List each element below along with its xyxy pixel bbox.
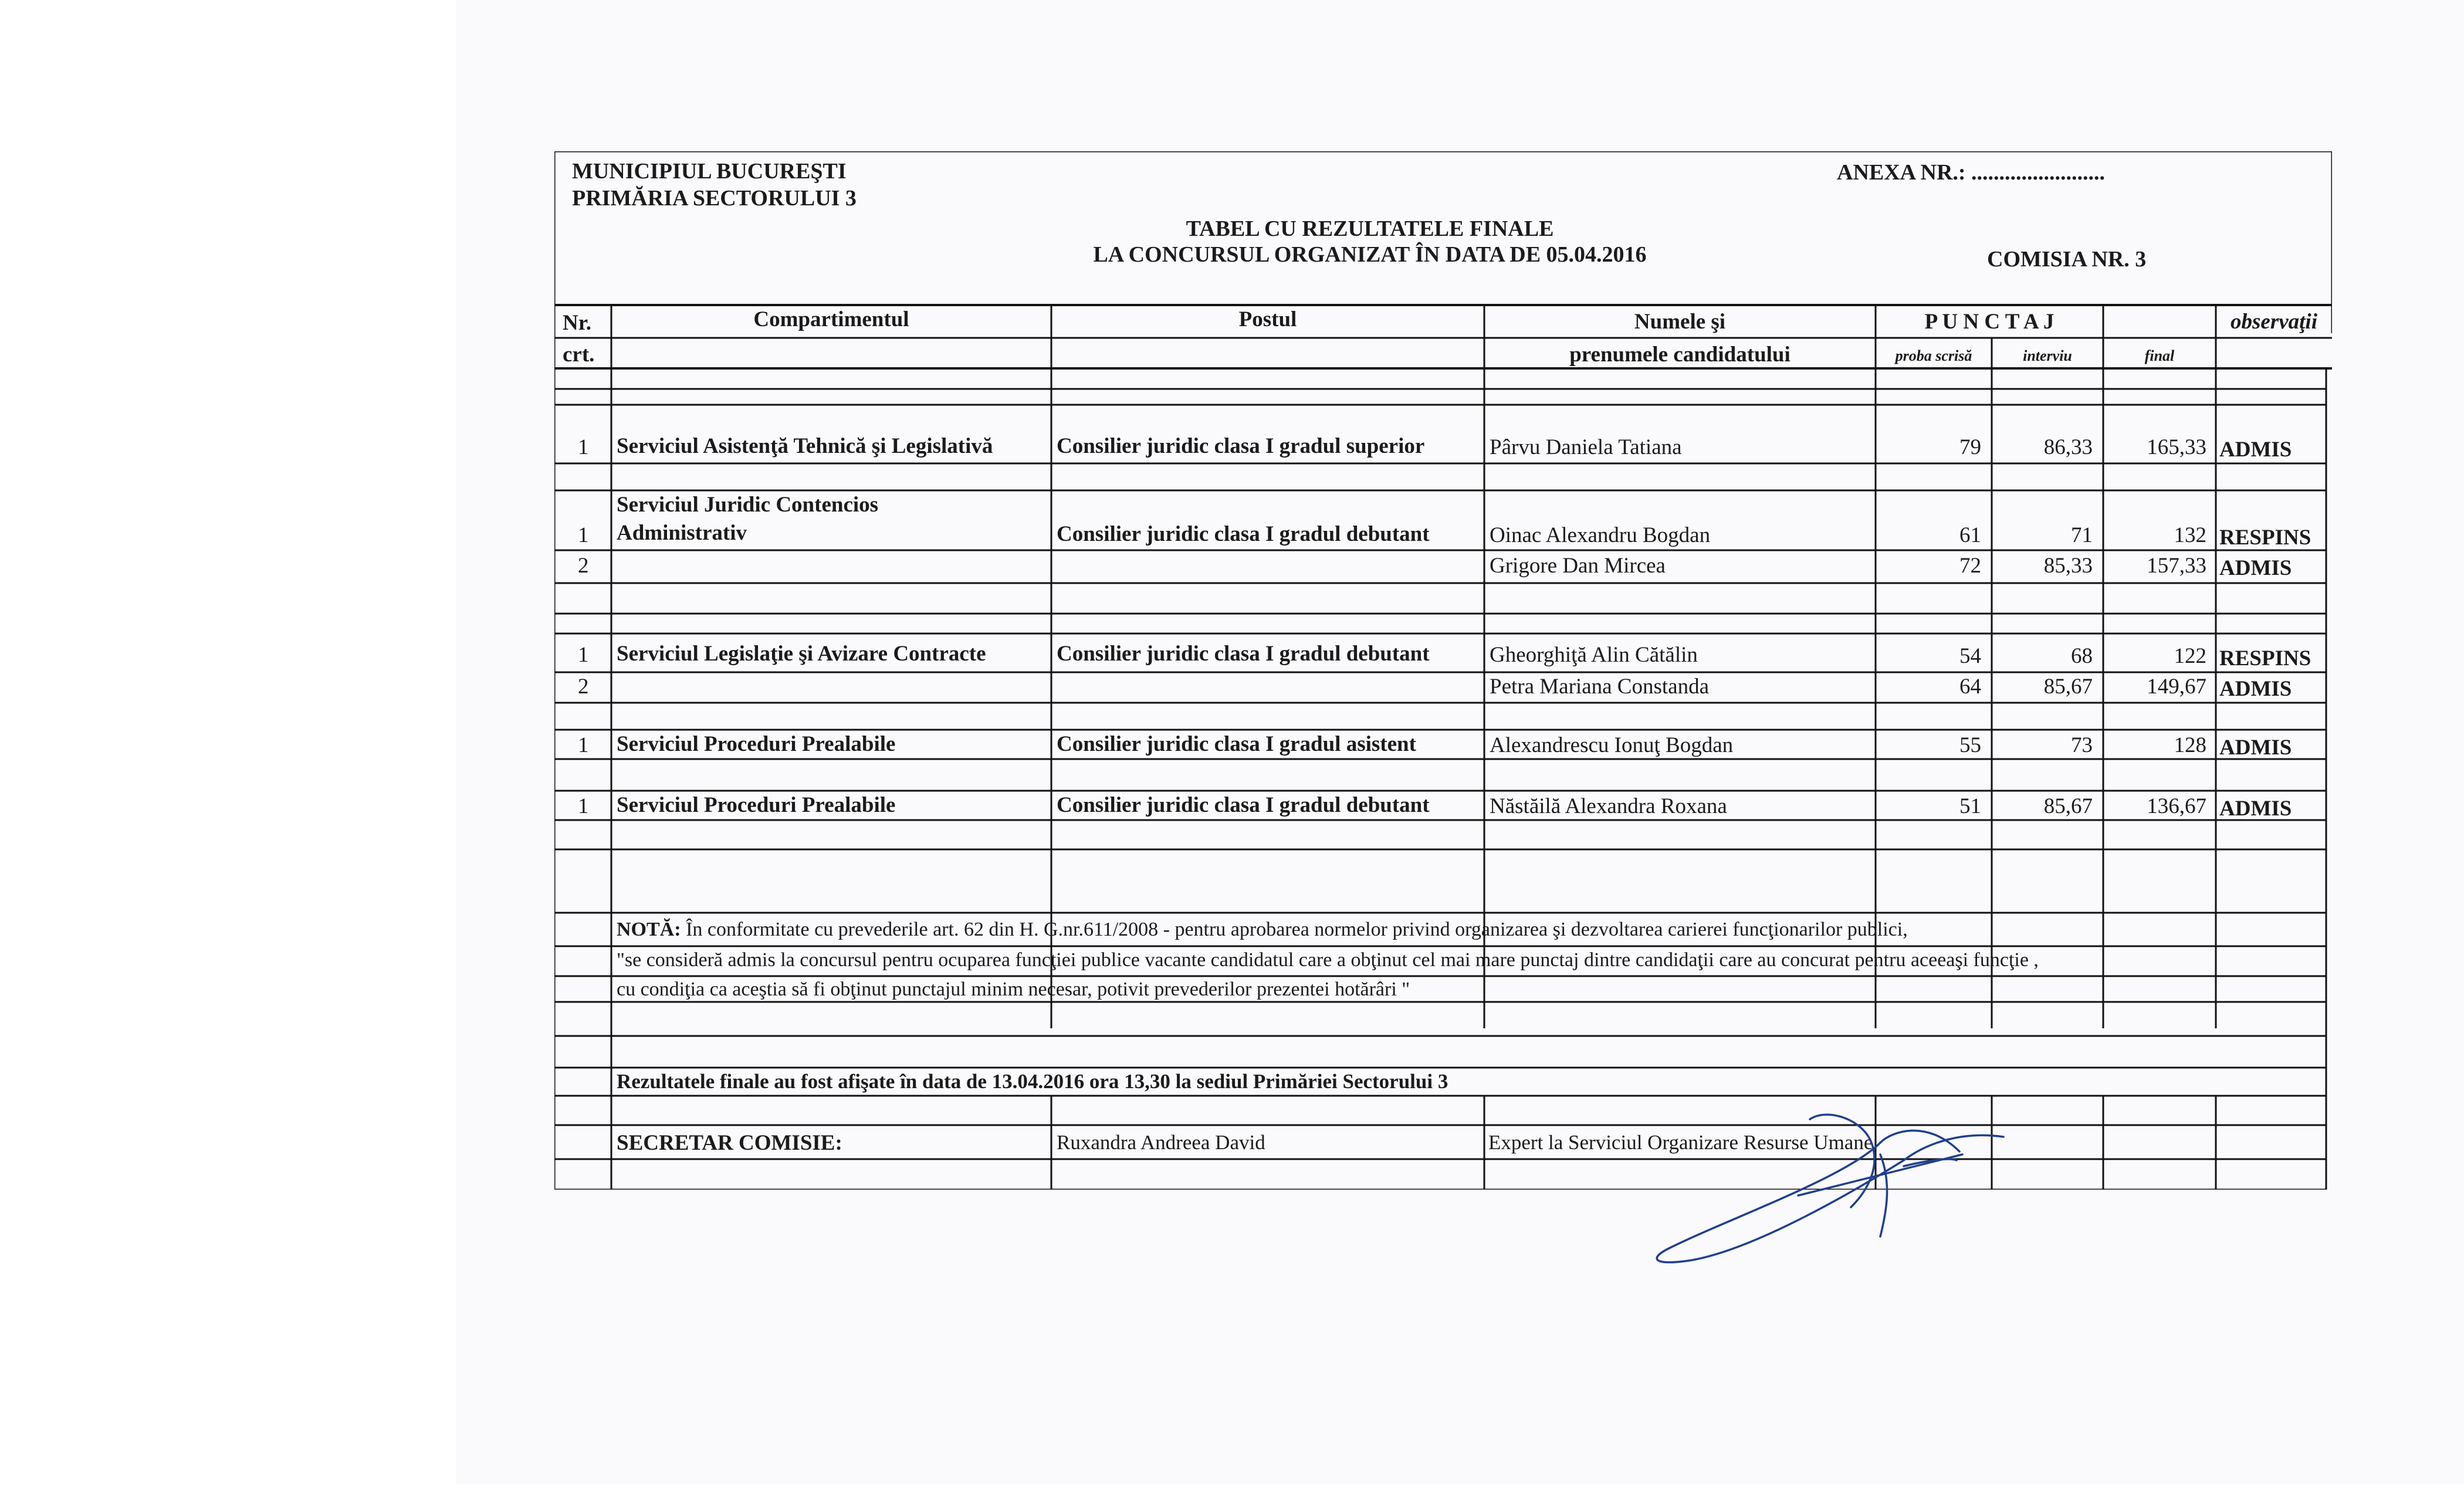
score-written: 79 [1959, 435, 1981, 459]
score-interview: 85,33 [2043, 554, 2093, 578]
department-name: Serviciul Proceduri Prealabile [617, 732, 896, 756]
score-written: 72 [1959, 554, 1981, 578]
position-name: Consilier juridic clasa I gradul debutant [1057, 793, 1430, 817]
institution-line-1: MUNICIPIUL BUCUREŞTI [572, 159, 847, 184]
commission-number: COMISIA NR. 3 [1987, 247, 2147, 272]
score-written: 61 [1959, 523, 1981, 547]
col-final: final [2144, 347, 2175, 364]
col-department: Compartimentul [753, 307, 909, 331]
score-final: 122 [2174, 644, 2206, 668]
position-name: Consilier juridic clasa I gradul debutant [1057, 642, 1430, 666]
secretary-name: Ruxandra Andreea David [1057, 1131, 1265, 1154]
note-label: NOTĂ: [617, 919, 681, 940]
row-nr: 2 [578, 675, 589, 699]
department-name: Serviciul Juridic Contencios [617, 493, 879, 517]
score-final: 157,33 [2147, 554, 2206, 578]
candidate-name: Grigore Dan Mircea [1490, 554, 1666, 578]
score-interview: 73 [2071, 733, 2093, 757]
result-status: ADMIS [2219, 797, 2292, 821]
result-status: ADMIS [2219, 736, 2292, 760]
department-name-cont: Administrativ [617, 521, 747, 545]
col-remarks: observaţii [2231, 310, 2317, 334]
col-interview: interviu [2023, 347, 2072, 364]
score-interview: 71 [2071, 523, 2093, 547]
row-nr: 1 [578, 523, 589, 547]
score-interview: 86,33 [2043, 435, 2093, 459]
row-nr: 1 [578, 794, 589, 818]
score-written: 54 [1959, 644, 1981, 668]
department-name: Serviciul Asistenţă Tehnică şi Legislativă [617, 434, 993, 458]
note-line-1-text: În conformitate cu prevederile art. 62 din H. G.nr.611/2008 - pentru aprobarea normelor privind organizarea şi dezvoltarea carierei funcţionarilor publici, [686, 919, 1908, 940]
result-status: RESPINS [2219, 646, 2311, 670]
candidate-name: Petra Mariana Constanda [1490, 675, 1709, 699]
result-status: ADMIS [2219, 438, 2292, 462]
col-score-group: P U N C T A J [1924, 310, 2055, 334]
col-nr-top: Nr. [563, 311, 591, 335]
row-nr: 1 [578, 435, 589, 459]
score-final: 165,33 [2147, 435, 2206, 459]
legal-note-line-2: "se consideră admis la concursul pentru ocuparea funcţiei publice vacante candidatul care a obţinut cel mai mare punctaj dintre candidaţii care au concurat pentru aceeaşi funcţie , [617, 949, 2039, 971]
department-name: Serviciul Proceduri Prealabile [617, 793, 896, 817]
score-written: 51 [1959, 794, 1981, 818]
score-final: 149,67 [2147, 675, 2206, 699]
col-position: Postul [1238, 307, 1297, 331]
row-nr: 1 [578, 643, 589, 667]
position-name: Consilier juridic clasa I gradul debutant [1057, 522, 1430, 546]
col-name-top: Numele şi [1634, 310, 1726, 334]
handwritten-signature [1552, 1096, 2080, 1272]
score-final: 132 [2174, 523, 2206, 547]
candidate-name: Năstăilă Alexandra Roxana [1490, 794, 1727, 818]
annex-number: ANEXA NR.: ........................ [1837, 160, 2106, 185]
candidate-name: Oinac Alexandru Bogdan [1490, 523, 1711, 547]
result-status: ADMIS [2219, 677, 2292, 701]
score-written: 64 [1959, 675, 1981, 699]
institution-line-2: PRIMĂRIA SECTORULUI 3 [572, 186, 857, 211]
score-interview: 85,67 [2043, 794, 2093, 818]
legal-note-line-1 [617, 920, 1908, 940]
position-name: Consilier juridic clasa I gradul asistent [1057, 732, 1416, 756]
document-title-line-2: LA CONCURSUL ORGANIZAT ÎN DATA DE 05.04.2016 [1093, 242, 1647, 267]
result-status: ADMIS [2219, 556, 2292, 580]
col-nr-bottom: crt. [563, 343, 595, 367]
candidate-name: Pârvu Daniela Tatiana [1490, 435, 1682, 459]
department-name: Serviciul Legislaţie şi Avizare Contracte [617, 642, 986, 666]
col-written: proba scrisă [1895, 347, 1972, 364]
secretary-label: SECRETAR COMISIE: [617, 1131, 842, 1155]
secretary-role: Expert la Serviciul Organizare Resurse Umane [1488, 1131, 1873, 1154]
row-nr: 1 [578, 733, 589, 757]
candidate-name: Gheorghiţă Alin Cătălin [1490, 643, 1698, 667]
score-interview: 68 [2071, 644, 2093, 668]
result-status: RESPINS [2219, 526, 2311, 550]
legal-note-line-3: cu condiţia ca aceştia să fi obţinut punctajul minim necesar, potivit prevederilor prezentei hotărâri " [617, 978, 1410, 1000]
score-interview: 85,67 [2043, 675, 2093, 699]
score-written: 55 [1959, 733, 1981, 757]
col-name-bottom: prenumele candidatului [1569, 343, 1791, 367]
score-final: 128 [2174, 733, 2206, 757]
posting-info: Rezultatele finale au fost afişate în data de 13.04.2016 ora 13,30 la sediul Primăriei Sectorului 3 [617, 1070, 1448, 1093]
row-nr: 2 [578, 554, 589, 578]
document-title-line-1: TABEL CU REZULTATELE FINALE [1186, 216, 1554, 241]
score-final: 136,67 [2147, 794, 2206, 818]
candidate-name: Alexandrescu Ionuţ Bogdan [1490, 733, 1734, 757]
results-document [554, 151, 2332, 1190]
position-name: Consilier juridic clasa I gradul superior [1057, 434, 1425, 458]
